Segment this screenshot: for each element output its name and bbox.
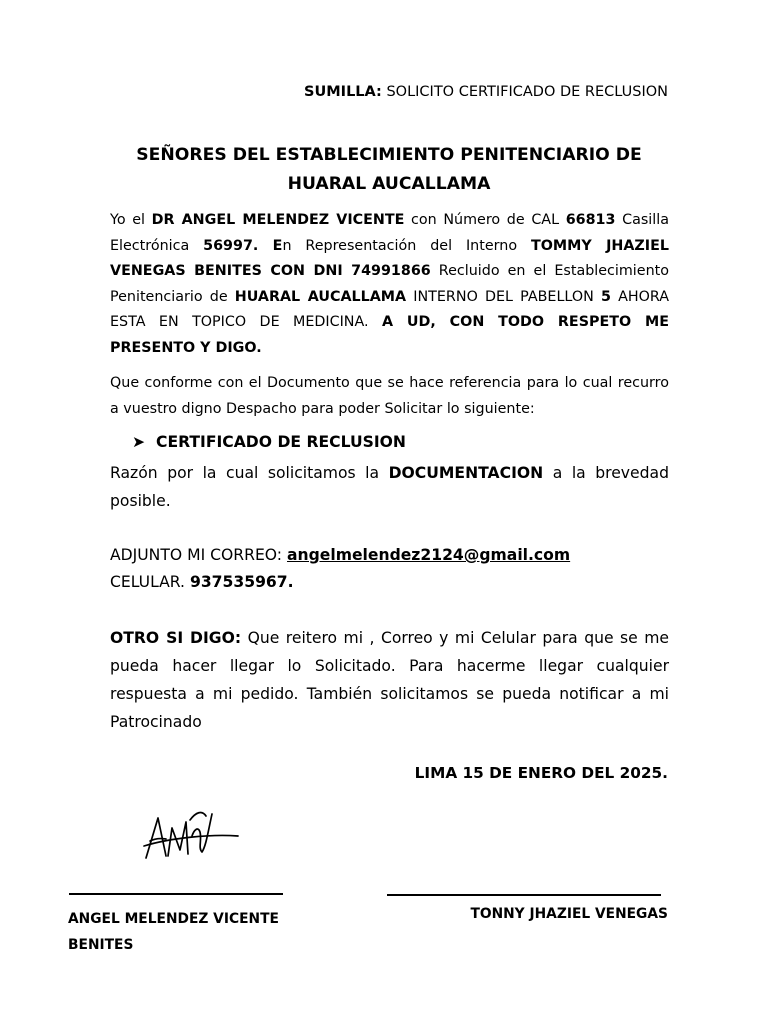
reason-documentacion: DOCUMENTACION bbox=[388, 464, 544, 482]
request-paragraph: Que conforme con el Documento que se hace referencia para lo cual recurro a vuestro digno Despacho para poder Solicitar lo siguiente: bbox=[110, 375, 669, 417]
phone-line bbox=[110, 569, 570, 596]
otro-si-digo-label: OTRO SI DIGO: bbox=[110, 629, 242, 647]
reason-paragraph bbox=[110, 459, 669, 515]
otro-si-digo-text: Que reitero mi , Correo y mi Celular para que se me pueda hacer llegar lo Solicitado. Para hacerme llegar cualquier respuesta a mi pedido. También solicitamos se pueda notificar a mi Patrocinado bbox=[110, 629, 670, 731]
signature-line-left bbox=[69, 893, 283, 895]
signature-line-right bbox=[387, 894, 661, 896]
sumilla-line bbox=[304, 84, 668, 100]
intro-text-5: Recluido en el Establecimiento Penitenciario de bbox=[110, 263, 669, 305]
email-label: ADJUNTO MI CORREO: bbox=[110, 546, 288, 564]
contact-block bbox=[110, 542, 570, 596]
pabellon-number: 5 bbox=[600, 288, 611, 305]
signer-name-left: ANGEL MELENDEZ VICENTE BENITES bbox=[68, 911, 279, 953]
requested-item-text: CERTIFICADO DE RECLUSION bbox=[156, 433, 406, 451]
inmate-name-dni: TOMMY JHAZIEL VENEGAS BENITES CON DNI 74991866 bbox=[110, 237, 669, 279]
signer-name-right: TONNY JHAZIEL VENEGAS bbox=[470, 906, 668, 922]
intro-text-2: con Número de CAL bbox=[404, 212, 566, 228]
sumilla-text: SOLICITO CERTIFICADO DE RECLUSION bbox=[381, 84, 668, 100]
lawyer-name: DR ANGEL MELENDEZ VICENTE bbox=[151, 212, 405, 228]
email-link[interactable]: angelmelendez2124@gmail.com bbox=[287, 546, 571, 564]
date-line: LIMA 15 DE ENERO DEL 2025. bbox=[414, 764, 668, 782]
email-line bbox=[110, 542, 570, 569]
arrow-bullet-icon: ➤ bbox=[132, 433, 146, 451]
reason-text-2: a la brevedad posible. bbox=[110, 464, 669, 510]
handwritten-signature bbox=[140, 806, 250, 866]
intro-text-6: INTERNO DEL PABELLON bbox=[406, 288, 601, 305]
casilla-number: 56997. E bbox=[203, 237, 283, 254]
phone-number: 937535967. bbox=[189, 573, 294, 591]
sumilla-label: SUMILLA: bbox=[304, 84, 382, 100]
reason-text-1: Razón por la cual solicitamos la bbox=[110, 464, 389, 482]
document-title bbox=[100, 141, 678, 199]
intro-text-4: n Representación del Interno bbox=[282, 237, 531, 254]
phone-label: CELULAR. bbox=[110, 573, 190, 591]
cal-number: 66813 bbox=[565, 212, 616, 228]
otro-si-digo-paragraph bbox=[110, 624, 669, 736]
title-line-2: HUARAL AUCALLAMA bbox=[287, 174, 491, 194]
intro-text-1: Yo el bbox=[110, 212, 152, 228]
intro-text-7: AHORA ESTA EN TOPICO DE MEDICINA. bbox=[110, 288, 669, 330]
intro-paragraph bbox=[110, 208, 669, 361]
presento-digo: A UD, CON TODO RESPETO ME PRESENTO Y DIGO. bbox=[110, 314, 669, 356]
intro-text-3: Casilla Electrónica bbox=[110, 212, 669, 254]
prison-name: HUARAL AUCALLAMA bbox=[234, 288, 407, 305]
requested-item bbox=[132, 433, 406, 451]
title-line-1: SEÑORES DEL ESTABLECIMIENTO PENITENCIARIO DE bbox=[136, 145, 642, 165]
